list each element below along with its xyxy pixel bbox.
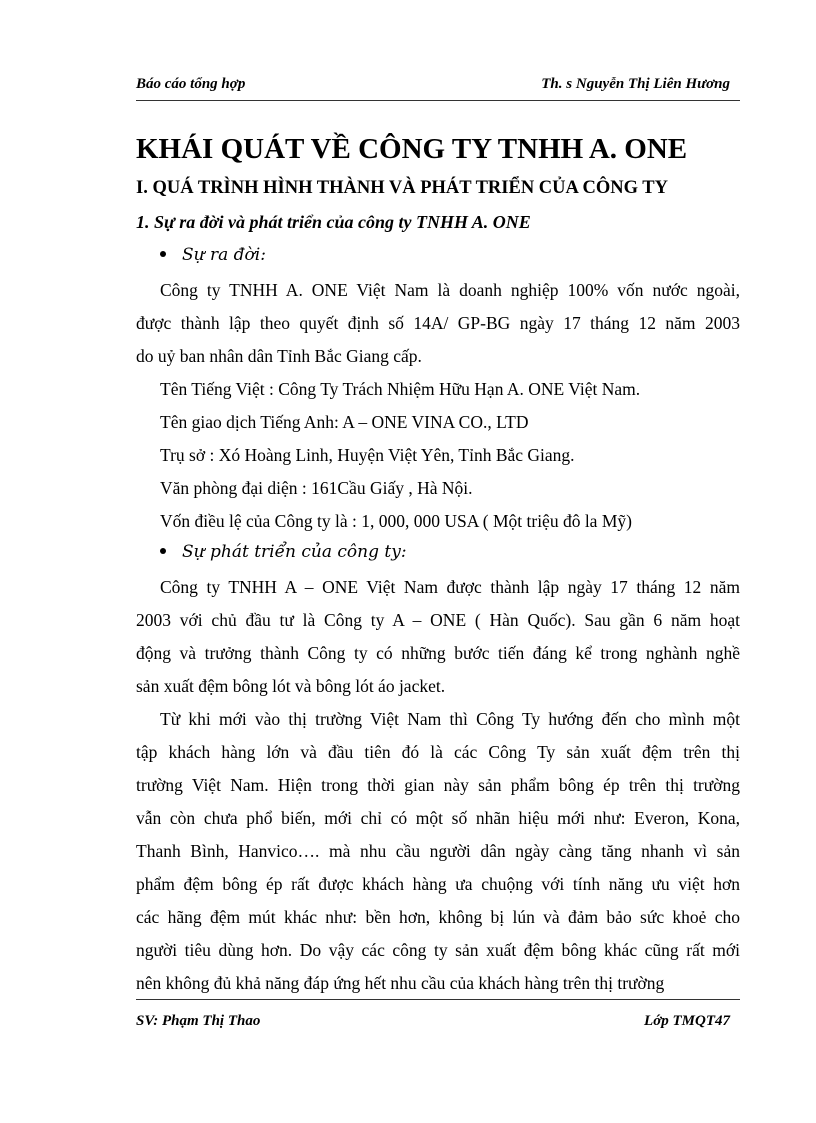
paragraph-line: do uỷ ban nhân dân Tỉnh Bắc Giang cấp.: [136, 346, 422, 366]
paragraph-line: Từ khi mới vào thị trường Việt Nam thì Công Ty hướng đến cho mình một: [160, 709, 740, 729]
page-header: [136, 76, 740, 96]
bullet-birth: [160, 245, 266, 265]
paragraph-line: 2003 với chủ đầu tư là Công ty A – ONE ( Hàn Quốc). Sau gần 6 năm hoạt: [136, 610, 740, 630]
paragraph-line: vẫn còn chưa phổ biến, mới chỉ có một số nhãn hiệu mới như: Everon, Kona,: [136, 808, 740, 828]
info-headquarters: Trụ sở : Xó Hoàng Linh, Huyện Việt Yên, Tỉnh Bắc Giang.: [160, 445, 575, 465]
info-charter-capital: Vốn điều lệ của Công ty là : 1, 000, 000 USA ( Một triệu đô la Mỹ): [160, 511, 632, 531]
info-english-name: Tên giao dịch Tiếng Anh: A – ONE VINA CO., LTD: [160, 412, 529, 432]
info-representative-office: Văn phòng đại diện : 161Cầu Giấy , Hà Nội.: [160, 478, 473, 498]
paragraph-line: các hãng đệm mút khác như: bền hơn, không bị lún và đảm bảo sức khoẻ cho: [136, 907, 740, 927]
header-divider: [136, 100, 740, 101]
paragraph-line: sản xuất đệm bông lót và bông lót áo jacket.: [136, 676, 446, 696]
footer-student-name: SV: Phạm Thị Thao: [136, 1013, 261, 1029]
paragraph-line: động và trưởng thành Công ty có những bước tiến đáng kể trong nghành nghề: [136, 643, 740, 663]
paragraph-line: người tiêu dùng hơn. Do vậy các công ty sản xuất đệm bông khác cũng rất mới: [136, 940, 740, 960]
page-title: KHÁI QUÁT VỀ CÔNG TY TNHH A. ONE: [136, 133, 688, 165]
paragraph-line: Công ty TNHH A. ONE Việt Nam là doanh nghiệp 100% vốn nước ngoài,: [160, 280, 740, 300]
section-heading: I. QUÁ TRÌNH HÌNH THÀNH VÀ PHÁT TRIỂN CỦA CÔNG TY: [136, 178, 668, 198]
bullet-icon: [160, 548, 166, 554]
paragraph-line: trường Việt Nam. Hiện trong thời gian này sản phẩm bông ép trên thị trường: [136, 775, 740, 795]
paragraph-line: phẩm đệm bông ép rất được khách hàng ưa chuộng với tính năng ưu việt hơn: [136, 874, 740, 894]
info-vietnamese-name: Tên Tiếng Việt : Công Ty Trách Nhiệm Hữu Hạn A. ONE Việt Nam.: [160, 379, 641, 399]
paragraph-line: nên không đủ khả năng đáp ứng hết nhu cầu của khách hàng trên thị trường: [136, 973, 665, 993]
paragraph-line: được thành lập theo quyết định số 14A/ GP-BG ngày 17 tháng 12 năm 2003: [136, 313, 740, 333]
paragraph-line: tập khách hàng lớn và đầu tiên đó là các Công Ty sản xuất đệm trên thị: [136, 742, 740, 762]
bullet-icon: [160, 251, 166, 257]
page-footer: [136, 1013, 740, 1033]
header-supervisor: Th. s Nguyễn Thị Liên Hương: [541, 76, 730, 92]
paragraph-line: Công ty TNHH A – ONE Việt Nam được thành lập ngày 17 tháng 12 năm: [160, 577, 740, 597]
footer-class: Lớp TMQT47: [644, 1013, 730, 1029]
subsection-heading: 1. Sự ra đời và phát triển của công ty TNHH A. ONE: [136, 212, 531, 232]
bullet-development-label: Sự phát triển của công ty:: [182, 542, 407, 562]
header-report-title: Báo cáo tổng hợp: [136, 76, 246, 92]
bullet-development: [160, 542, 407, 562]
footer-divider: [136, 999, 740, 1000]
bullet-birth-label: Sự ra đời:: [182, 245, 266, 265]
paragraph-line: Thanh Bình, Hanvico…. mà nhu cầu người dân ngày càng tăng nhanh vì sản: [136, 841, 740, 861]
